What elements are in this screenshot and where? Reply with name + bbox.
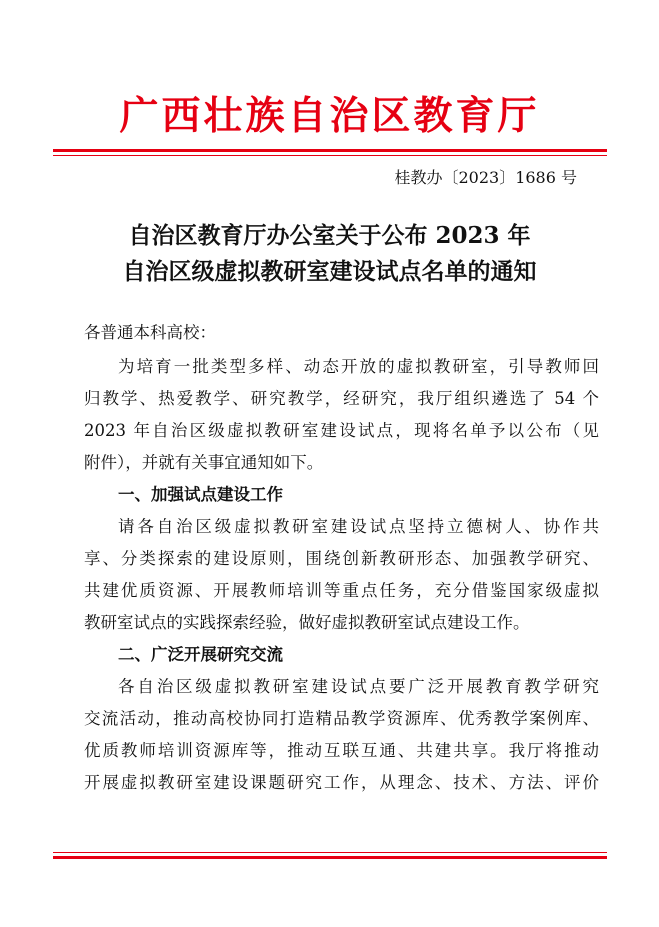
document-title-line-2: 自治区级虚拟教研室建设试点名单的通知 <box>122 258 537 285</box>
section-2-line: 交流活动，推动高校协同打造精品教学资源库、优秀教学案例库、 <box>84 709 599 728</box>
section-2-heading: 二、广泛开展研究交流 <box>118 645 283 664</box>
section-1-line: 共建优质资源、开展教师培训等重点任务，充分借鉴国家级虚拟 <box>84 581 599 600</box>
document-number: 桂教办〔2023〕1686 号 <box>394 168 577 187</box>
masthead-rule-thick <box>53 149 607 152</box>
section-2-line: 开展虚拟教研室建设课题研究工作，从理念、技术、方法、评价 <box>84 773 599 792</box>
intro-line: 归教学、热爱教学、研究教学，经研究，我厅组织遴选了 54 个 <box>84 389 599 408</box>
section-1-line: 享、分类探索的建设原则，围绕创新教研形态、加强教学研究、 <box>84 549 599 568</box>
section-1-line: 请各自治区级虚拟教研室建设试点坚持立德树人、协作共 <box>118 517 599 536</box>
masthead-rule-thin <box>53 155 607 156</box>
salutation: 各普通本科高校： <box>84 323 216 342</box>
intro-line: 附件），并就有关事宜通知如下。 <box>84 453 324 472</box>
section-1-heading: 一、加强试点建设工作 <box>118 485 283 504</box>
section-2-line: 优质教师培训资源库等，推动互联互通、共建共享。我厅将推动 <box>84 741 599 760</box>
section-2-line: 各自治区级虚拟教研室建设试点要广泛开展教育教学研究 <box>118 677 599 696</box>
intro-line: 为培育一批类型多样、动态开放的虚拟教研室，引导教师回 <box>118 357 599 376</box>
masthead-title: 广西壮族自治区教育厅 <box>119 93 540 139</box>
footer-rule-thin <box>53 852 607 853</box>
intro-line: 2023 年自治区级虚拟教研室建设试点，现将名单予以公布（见 <box>84 421 599 440</box>
footer-rule-thick <box>53 856 607 859</box>
document-title-line-1: 自治区教育厅办公室关于公布 2023 年 <box>128 222 531 249</box>
section-1-line: 教研室试点的实践探索经验，做好虚拟教研室试点建设工作。 <box>84 613 530 632</box>
